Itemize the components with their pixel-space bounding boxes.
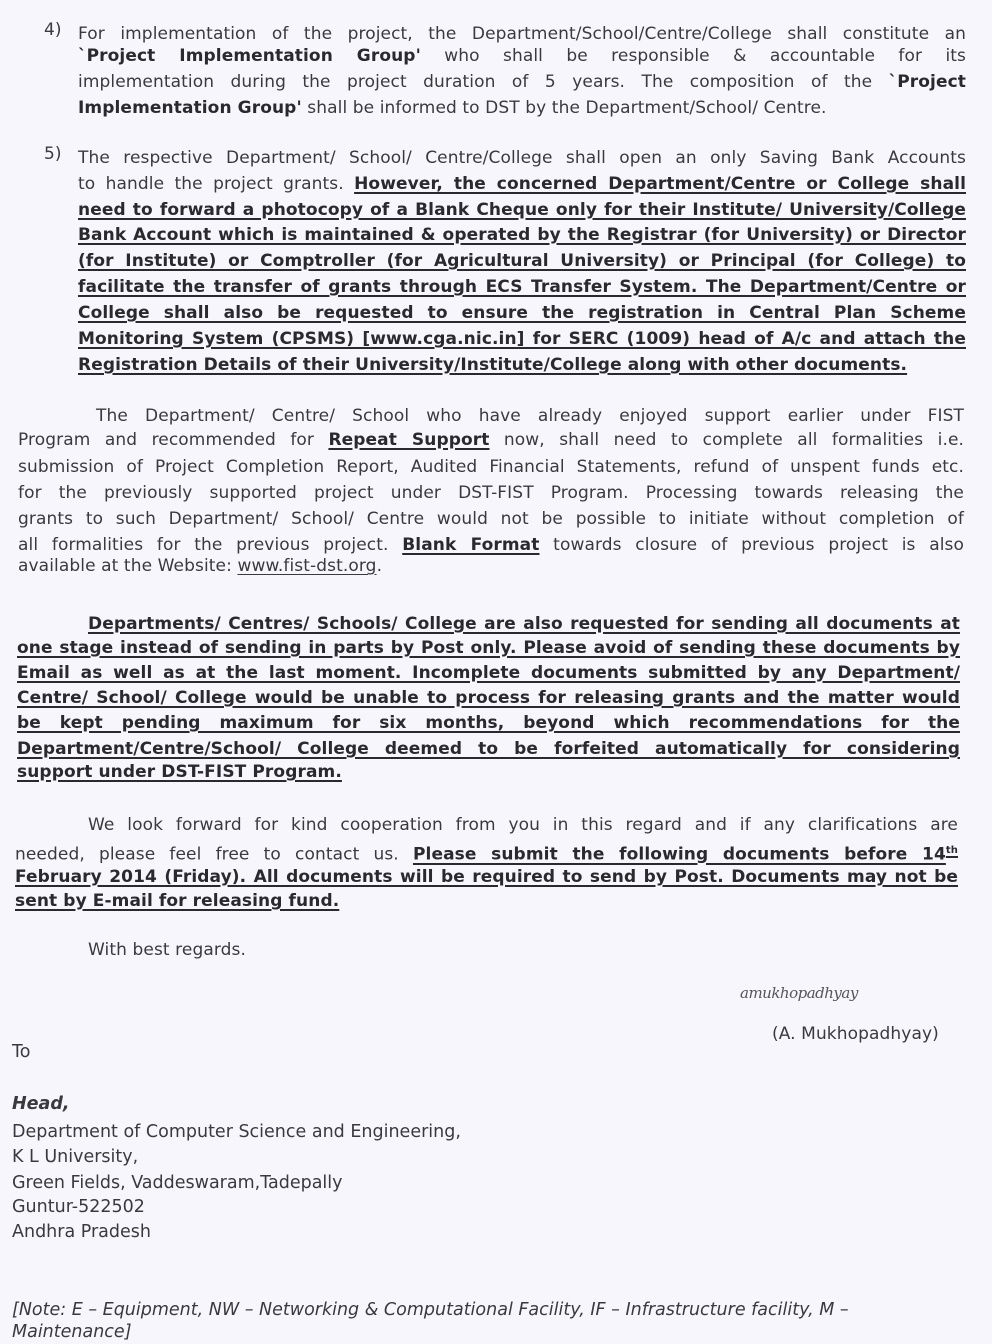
item-number: 5) — [44, 144, 62, 164]
item-5-line-3: need to forward a photocopy of a Blank Cheque only for their Institute/ University/College — [78, 200, 966, 220]
address-line: Department of Computer Science and Engineering, — [12, 1122, 461, 1142]
item-4-line-2: `Project Implementation Group' who shall be responsible & accountable for its — [78, 46, 966, 66]
paragraph-line: be kept pending maximum for six months, beyond which recommendations for the — [17, 713, 960, 733]
paragraph-line: Departments/ Centres/ Schools/ College are also requested for sending all documents at — [88, 614, 960, 634]
repeat-support-emphasis: Repeat Support — [328, 430, 490, 450]
paragraph-line: one stage instead of sending in parts by Post only. Please avoid of sending these documents by — [17, 638, 960, 658]
item-4-line-3: implementation during the project duration of 5 years. The composition of the `Project — [78, 72, 966, 92]
paragraph-line: February 2014 (Friday). All documents will be required to send by Post. Documents may not be — [15, 867, 958, 887]
salutation: With best regards. — [88, 940, 247, 960]
item-5-line-5: (for Institute) or Comptroller (for Agricultural University) or Principal (for College) to — [78, 251, 966, 271]
item-5-line-8: Monitoring System (CPSMS) [www.cga.nic.in] for SERC (1009) head of A/c and attach the — [78, 329, 966, 349]
paragraph-line: Department/Centre/School/ College deemed to be forfeited automatically for considering — [17, 739, 960, 759]
signatory-name: (A. Mukhopadhyay) — [772, 1024, 939, 1044]
to-label: To — [12, 1042, 31, 1062]
address-line: Green Fields, Vaddeswaram,Tadepally — [12, 1173, 343, 1193]
abbreviation-note-line-1: [Note: E – Equipment, NW – Networking & Computational Facility, IF – Infrastructure facility, M – — [12, 1300, 849, 1320]
paragraph-line: Program and recommended for Repeat Support now, shall need to complete all formalities i.e. — [18, 430, 965, 450]
paragraph-line: grants to such Department/ School/ Centre would not be possible to initiate without completion of — [18, 509, 964, 529]
abbreviation-note-line-2: Maintenance] — [12, 1322, 132, 1342]
paragraph-line: Centre/ School/ College would be unable to process for releasing grants and the matter would — [17, 688, 960, 708]
address-line: K L University, — [12, 1147, 139, 1167]
item-5-line-2: to handle the project grants. However, the concerned Department/Centre or College shall — [78, 174, 966, 194]
item-number: 4) — [44, 20, 62, 40]
item-5-line-6: facilitate the transfer of grants through ECS Transfer System. The Department/Centre or — [78, 277, 966, 297]
item-5-line-7: College shall also be requested to ensure the registration in Central Plan Scheme — [78, 303, 966, 323]
paragraph-line: all formalities for the previous project. Blank Format towards closure of previous project is also — [18, 535, 964, 555]
paragraph-line: The Department/ Centre/ School who have already enjoyed support earlier under FIST — [96, 406, 964, 426]
item-4-line-4: Implementation Group' shall be informed to DST by the Department/School/ Centre. — [78, 98, 827, 118]
handwritten-signature: amukhopadhyay — [740, 984, 858, 1002]
paragraph-line: We look forward for kind cooperation from you in this regard and if any clarifications are — [88, 815, 958, 835]
paragraph-line: sent by E-mail for releasing fund. — [15, 891, 340, 911]
paragraph-line: needed, please feel free to contact us. Please submit the following documents before 14th — [15, 844, 958, 865]
item-5-line-4: Bank Account which is maintained & operated by the Registrar (for University) or Director — [78, 225, 966, 245]
paragraph-line: submission of Project Completion Report, Audited Financial Statements, refund of unspent funds etc. — [18, 457, 964, 477]
paragraph-line: support under DST-FIST Program. — [17, 762, 342, 782]
recipient-title: Head, — [12, 1094, 70, 1114]
paragraph-line: available at the Website: www.fist-dst.org. — [18, 556, 383, 576]
paragraph-line: Email as well as at the last moment. Incomplete documents submitted by any Department/ — [17, 663, 960, 683]
item-5-line-9: Registration Details of their University/Institute/College along with other documents. — [78, 355, 908, 375]
item-5-line-1: The respective Department/ School/ Centre/College shall open an only Saving Bank Accounts — [78, 148, 966, 168]
blank-format-emphasis: Blank Format — [402, 535, 540, 555]
address-line: Guntur-522502 — [12, 1197, 145, 1217]
paragraph-line: for the previously supported project under DST-FIST Program. Processing towards releasing the — [18, 483, 964, 503]
fist-dst-website-link[interactable]: www.fist-dst.org — [237, 556, 377, 576]
item-4-line-1: For implementation of the project, the Department/School/Centre/College shall constitute an — [78, 24, 966, 44]
address-line: Andhra Pradesh — [12, 1222, 151, 1242]
